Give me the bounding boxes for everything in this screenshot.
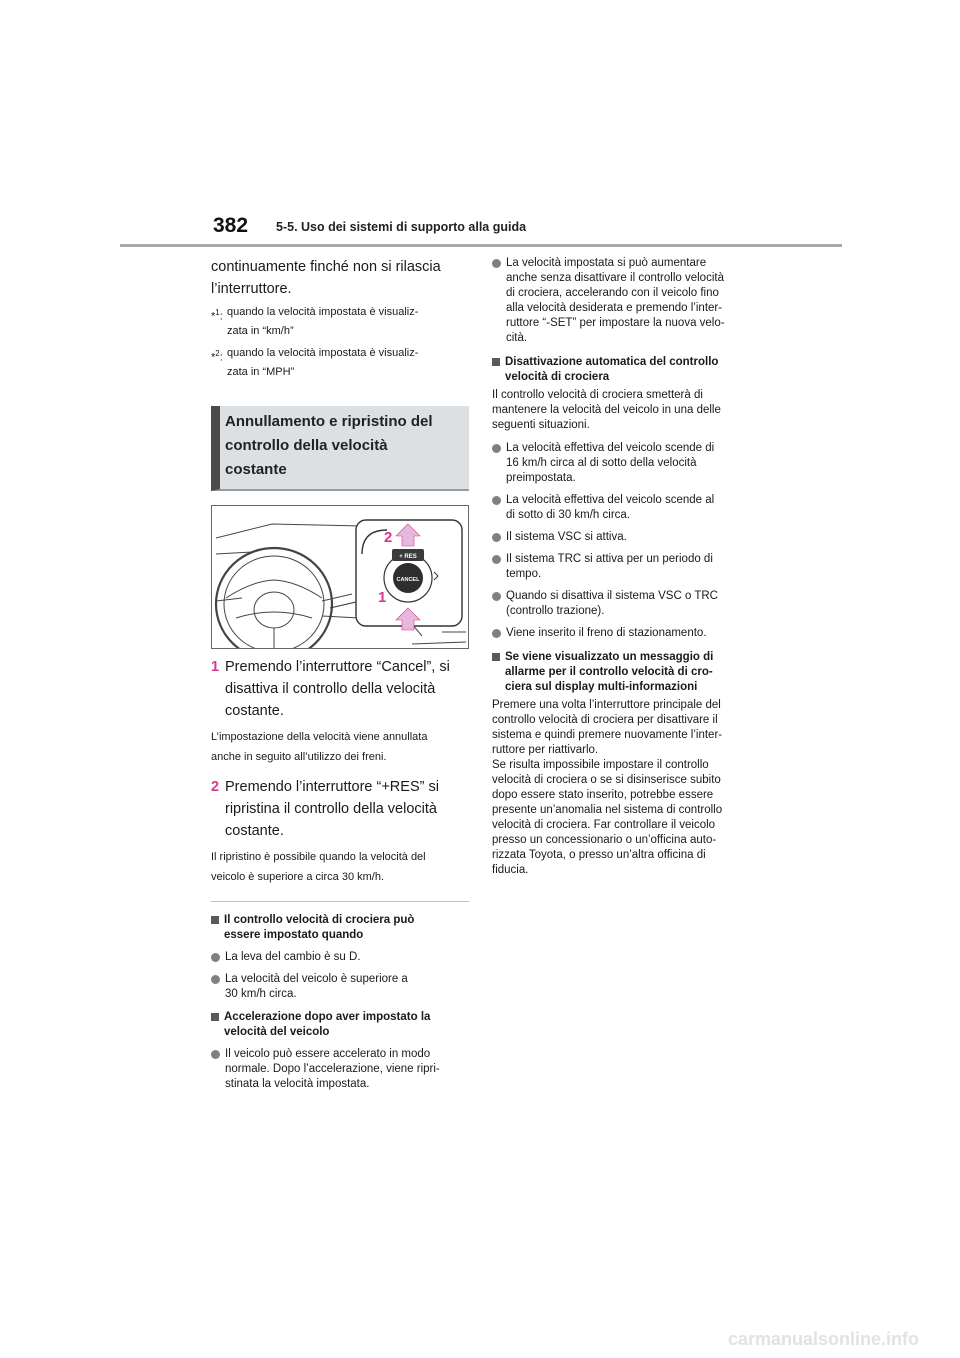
list-item: La velocità del veicolo è superiore a 30 km/h circa. [211,972,469,1002]
bullet-dot-icon [492,533,501,542]
subheading-warning-message: Se viene visualizzato un messaggio di allarme per il controllo velocità di cro- ciera sul display multi-informazioni [492,650,754,695]
section-heading: Annullamento e ripristino del controllo della velocità costante [211,406,469,491]
bullet-dot-icon [211,975,220,984]
auto-deactivation-text: Il controllo velocità di crociera smetterà di mantenere la velocità del veicolo in una delle seguenti situazioni. [492,389,721,431]
subheading-cruise-conditions: Il controllo velocità di crociera può essere impostato quando [211,913,469,943]
bullet-dot-icon [492,496,501,505]
footnote-1: *$^1$: quando la velocità impostata è visualiz- zata in “km/h” [211,306,419,337]
warning-message-text: Premere una volta l’interruttore principale del controllo velocità di crociera per disattivare il sistema e quindi premere nuovamente l’inter- ruttore per riattivarlo. Se risulta impossibile impostare il controllo velocità di crociera o se si disinserisce subito dopo essere stato inserito, potrebbe essere presente un’anomalia nel sistema di controllo velocità di crociera. Far controllare il veicolo presso un concessionario o un’officina auto- rizzata Toyota, o presso un’altra officina di fiducia. [492,699,723,876]
step-1: 1 Premendo l’interruttore “Cancel”, si disattiva il controllo della velocità costante. [211,659,450,719]
svg-text:carmanualsonline.info: carmanualsonline.info [728,1329,920,1349]
watermark [728,1326,954,1352]
square-bullet-icon [492,653,500,661]
bullet-dot-icon [211,1050,220,1059]
footnote-2: *$^2$: quando la velocità impostata è visualiz- zata in “MPH” [211,347,419,378]
header-rule [120,244,842,247]
step-2: 2 Premendo l’interruttore “+RES” si ripristina il controllo della velocità costante. [211,779,439,839]
intro-text: continuamente finché non si rilascia l’interruttore. [211,259,441,297]
list-item: Quando si disattiva il sistema VSC o TRC (controllo trazione). [492,589,754,619]
bullet-dot-icon [492,592,501,601]
bullet-dot-icon [492,555,501,564]
step-2-description: Il ripristino è possibile quando la velocità del veicolo è superiore a circa 30 km/h. [211,851,426,883]
bullet-dot-icon [492,444,501,453]
square-bullet-icon [211,916,219,924]
list-item: Il sistema TRC si attiva per un periodo di tempo. [492,552,754,582]
list-item: La leva del cambio è su D. [211,950,469,965]
callout-2: 2 [384,529,393,546]
res-button-label: + RES [399,554,417,560]
cancel-button-label: CANCEL [396,577,420,583]
steering-wheel-drawing [212,506,468,648]
bullet-dot-icon [211,953,220,962]
list-item: Il veicolo può essere accelerato in modo normale. Dopo l’accelerazione, viene ripri- stinata la velocità impostata. [211,1047,469,1092]
subheading-auto-deactivation: Disattivazione automatica del controllo velocità di crociera [492,355,754,385]
list-item: La velocità effettiva del veicolo scende di 16 km/h circa al di sotto della velocità preimpostata. [492,441,754,486]
section-title: 5-5. Uso dei sistemi di supporto alla guida [276,220,527,234]
list-item: La velocità impostata si può aumentare anche senza disattivare il controllo velocità di crociera, accelerando con il veicolo fino alla velocità desiderata e premendo l’inter- ruttore “-SET” per impostare la nuova velo- cità. [492,256,754,346]
square-bullet-icon [211,1013,219,1021]
list-item: La velocità effettiva del veicolo scende al di sotto di 30 km/h circa. [492,493,754,523]
left-column [211,256,469,1092]
right-column [492,256,754,878]
page-number: 382 [213,214,249,237]
bullet-dot-icon [492,629,501,638]
square-bullet-icon [492,358,500,366]
steering-wheel-illustration [211,505,469,649]
subheading-acceleration: Accelerazione dopo aver impostato la velocità del veicolo [211,1010,469,1040]
bullet-dot-icon [492,259,501,268]
list-item: Il sistema VSC si attiva. [492,530,754,545]
callout-1: 1 [378,589,387,606]
step-1-description: L’impostazione della velocità viene annullata anche in seguito all’utilizzo dei freni. [211,731,428,763]
list-item: Viene inserito il freno di stazionamento. [492,626,754,641]
